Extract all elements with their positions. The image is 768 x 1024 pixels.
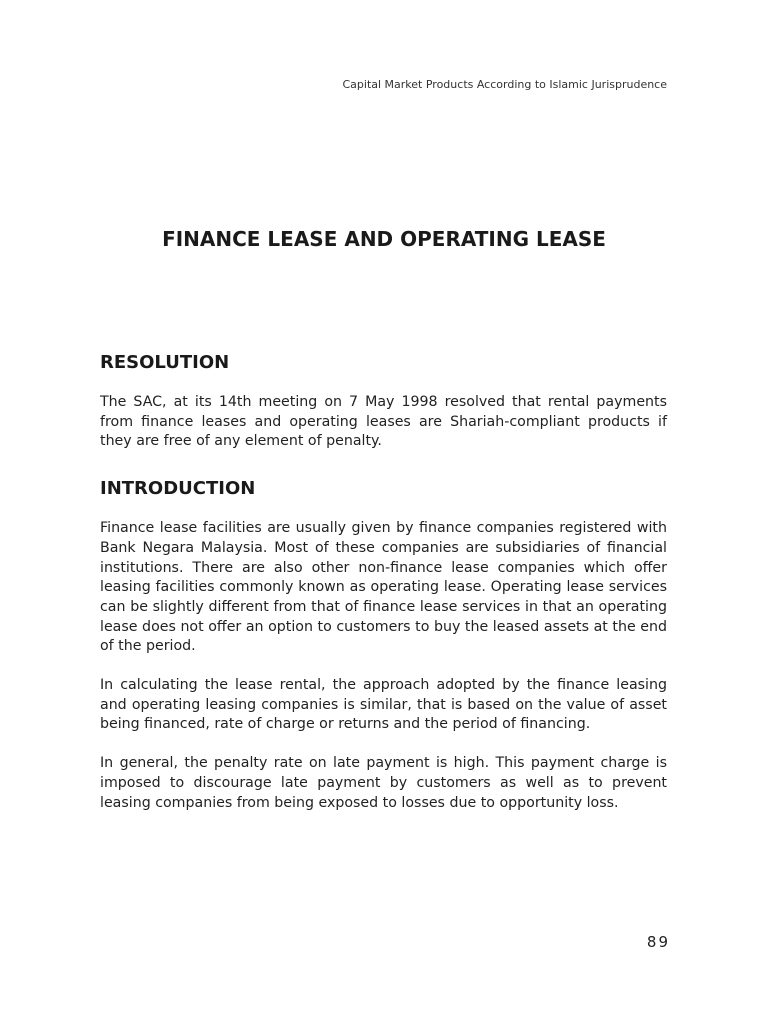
page-content [100,352,667,832]
page-number: 89 [646,933,670,951]
introduction-paragraph-3: In general, the penalty rate on late payment is high. This payment charge is imposed to discourage late payment by customers as well as to prevent leasing companies from being exposed to losses due to opportunity loss. [100,755,667,811]
resolution-section [100,352,667,452]
resolution-heading: RESOLUTION [100,352,230,373]
introduction-section [100,478,667,813]
chapter-title: FINANCE LEASE AND OPERATING LEASE [162,227,606,251]
introduction-paragraph-1: Finance lease facilities are usually given by finance companies registered with Bank Negara Malaysia. Most of these companies are subsidiaries of financial institutions. There are also other non-finance lease companies which offer leasing facilities commonly known as operating lease. Operating lease services can be slightly different from that of finance lease services in that an operating lease does not offer an option to customers to buy the leased assets at the end of the period. [100,520,667,655]
introduction-paragraph-2: In calculating the lease rental, the approach adopted by the finance leasing and operating leasing companies is similar, that is based on the value of asset being financed, rate of charge or returns and the period of financing. [100,677,667,733]
introduction-heading: INTRODUCTION [100,478,256,500]
resolution-paragraph: The SAC, at its 14th meeting on 7 May 1998 resolved that rental payments from finance leases and operating leases are Shariah-compliant products if they are free of any element of penalty. [100,394,667,450]
running-header: Capital Market Products According to Islamic Jurisprudence [342,78,667,91]
